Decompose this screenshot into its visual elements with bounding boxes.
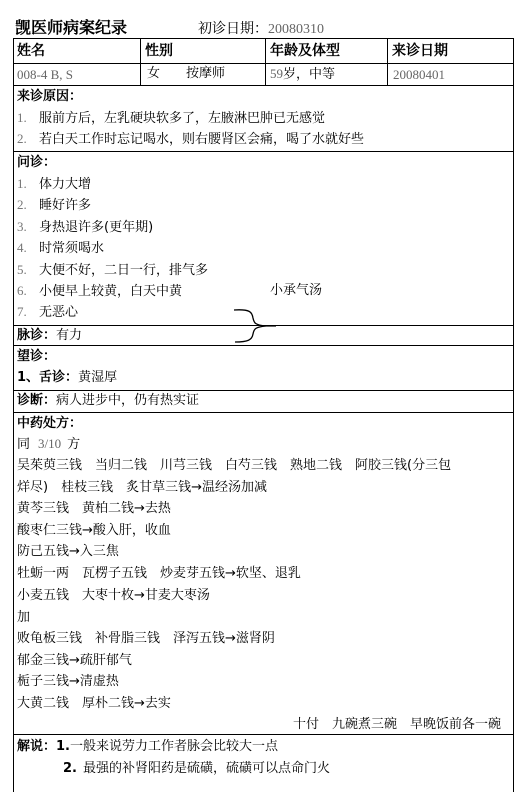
first-visit-label: 初诊日期： — [198, 21, 268, 37]
rule-reasons — [13, 151, 514, 152]
inquiry-num-5: 5. — [17, 262, 27, 277]
inquiry-num-1: 1. — [17, 176, 27, 191]
tongue-label: 舌诊： — [39, 370, 79, 385]
reason-text-1: 服前方后，左乳硬块软多了，左腋淋巴肿已无感觉 — [39, 111, 326, 126]
dosage-instructions: 十付 九碗煮三碗 早晚饭前各一碗 — [292, 717, 501, 732]
inquiry-text-3: 身热退许多(更年期) — [39, 220, 154, 235]
brace-mark — [228, 306, 278, 344]
patient-name: 008-4 B, S — [17, 67, 73, 82]
inquiry-text-7: 无恶心 — [39, 305, 79, 320]
diagnosis-row — [17, 394, 199, 407]
first-visit-value: 20080310 — [268, 22, 324, 37]
header-age: 年龄及体型 — [270, 43, 340, 59]
explanation-item-2 — [63, 762, 330, 775]
inquiry-text-6: 小便早上较黄，白天中黄 — [39, 284, 183, 299]
patient-age-suffix: 岁，中等 — [283, 67, 336, 82]
rule-prescription — [13, 734, 514, 735]
prescription-line: 吴茱萸三钱 当归二钱 川芎三钱 白芍三钱 熟地二钱 阿胶三钱(分三包 — [17, 458, 452, 473]
col-divider-1 — [140, 38, 141, 85]
pulse-row — [17, 329, 82, 342]
inquiry-num-4: 4. — [17, 240, 27, 255]
col-divider-2 — [265, 38, 266, 85]
explanation-item-1 — [17, 740, 278, 753]
inquiry-text-5: 大便不好，二日一行，排气多 — [39, 263, 209, 278]
header-visit-date: 来诊日期 — [392, 43, 448, 59]
prescription-line: 加 — [17, 610, 31, 625]
border-right — [513, 38, 514, 792]
reason-item-1 — [17, 111, 325, 125]
reason-text-2: 若白天工作时忘记喝水，则右腰肾区会痛，喝了水就好些 — [39, 132, 365, 147]
inquiry-side-note: 小承气汤 — [270, 283, 323, 298]
same-prefix: 同 — [17, 437, 31, 452]
inquiry-item-1 — [17, 177, 91, 191]
prescription-line: 栀子三钱→清虚热 — [17, 674, 119, 689]
tongue-text: 黄湿厚 — [78, 370, 118, 385]
explanation-label: 解说： — [17, 739, 57, 754]
inquiry-num-7: 7. — [17, 304, 27, 319]
inquiry-num-2: 2. — [17, 197, 27, 212]
prescription-line: 酸枣仁三钱→酸入肝，收血 — [17, 523, 171, 538]
col-divider-3 — [387, 38, 388, 85]
prescription-line: 牡蛎一两 瓦楞子五钱 炒麦芽五钱→软坚、退乳 — [17, 566, 301, 581]
diagnosis-label: 诊断： — [17, 393, 57, 408]
inquiry-label: 问诊： — [17, 155, 57, 170]
explanation-num-1: 1. — [56, 739, 70, 754]
border-left — [13, 38, 14, 792]
inquiry-num-3: 3. — [17, 219, 27, 234]
reasons-label: 来诊原因： — [17, 89, 83, 104]
same-suffix: 方 — [67, 437, 81, 452]
tongue-num: 1、 — [17, 370, 40, 385]
rule-pulse — [13, 345, 514, 346]
rule-top — [13, 38, 514, 39]
inquiry-text-2: 睡好许多 — [39, 198, 92, 213]
patient-occupation: 按摩师 — [186, 66, 226, 81]
inquiry-item-5 — [17, 263, 208, 277]
rule-patient — [13, 85, 514, 86]
prescription-line: 防己五钱→入三焦 — [17, 544, 119, 559]
inquiry-num-6: 6. — [17, 283, 27, 298]
pulse-label: 脉诊： — [17, 328, 57, 343]
reason-item-2 — [17, 132, 364, 146]
reason-num-2: 2. — [17, 131, 27, 146]
prescription-line: 烊尽) 桂枝三钱 炙甘草三钱→温经汤加减 — [17, 480, 267, 495]
first-visit-date — [198, 22, 324, 37]
patient-age-number: 59 — [270, 66, 283, 81]
patient-age — [270, 67, 335, 81]
inquiry-text-4: 时常须喝水 — [39, 241, 105, 256]
pulse-text: 有力 — [56, 328, 83, 343]
rule-diagnosis — [13, 412, 514, 413]
prescription-line: 郁金三钱→疏肝郁气 — [17, 653, 132, 668]
patient-visit-date: 20080401 — [393, 67, 445, 82]
prescription-same-as — [17, 437, 80, 451]
patient-sex: 女 — [147, 66, 161, 81]
reason-num-1: 1. — [17, 110, 27, 125]
prescription-line: 大黄二钱 厚朴二钱→去实 — [17, 696, 171, 711]
inquiry-item-4 — [17, 241, 104, 255]
header-sex: 性别 — [145, 43, 173, 59]
prescription-label: 中药处方： — [17, 416, 83, 431]
diagnosis-text: 病人进步中，仍有热实证 — [56, 393, 200, 408]
explanation-text-1: 一般来说劳力工作者脉会比较大一点 — [70, 739, 279, 754]
prescription-line: 黄芩三钱 黄柏二钱→去热 — [17, 501, 171, 516]
same-date: 3/10 — [38, 436, 62, 451]
prescription-line: 小麦五钱 大枣十枚→甘麦大枣汤 — [17, 588, 210, 603]
explanation-text-2: 最强的补肾阳药是硫磺，硫磺可以点命门火 — [82, 761, 330, 776]
rule-header — [13, 63, 514, 64]
tongue-row — [17, 371, 117, 384]
inquiry-item-3 — [17, 220, 153, 234]
inspection-label: 望诊： — [17, 349, 57, 364]
inquiry-item-6 — [17, 284, 182, 298]
inquiry-item-7 — [17, 305, 78, 319]
inquiry-text-1: 体力大增 — [39, 177, 92, 192]
explanation-num-2: 2. — [63, 761, 77, 776]
prescription-line: 败龟板三钱 补骨脂三钱 泽泻五钱→滋肾阴 — [17, 631, 275, 646]
header-name: 姓名 — [17, 43, 45, 59]
rule-inspection — [13, 390, 514, 391]
inquiry-item-2 — [17, 198, 91, 212]
record-title: 觊医师病案纪录 — [15, 18, 128, 37]
